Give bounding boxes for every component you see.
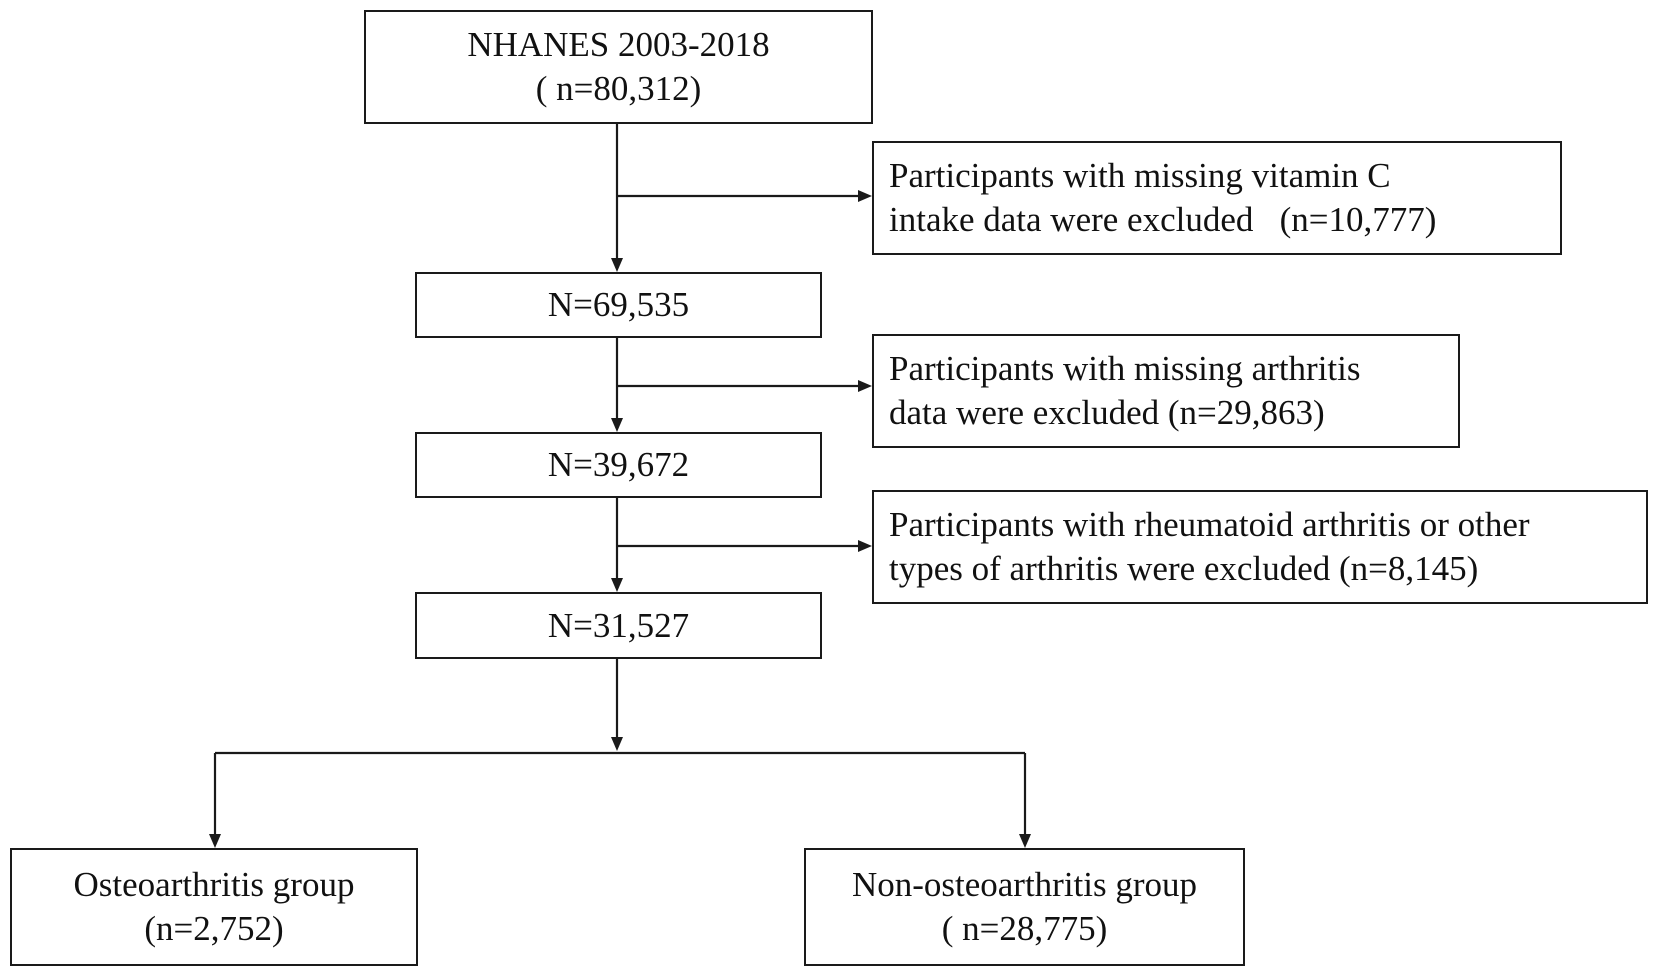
step-box-1: [415, 272, 822, 338]
group-non-oa-label: Non-osteoarthritis group: [851, 865, 1198, 904]
exclusion-2-line2: data were excluded (n=29,863): [889, 393, 1325, 432]
exclusion-1-line2: intake data were excluded (n=10,777): [889, 200, 1437, 239]
arrowhead: [1019, 834, 1031, 848]
exclusion-box-3: [872, 490, 1648, 604]
start-title: NHANES 2003-2018: [467, 25, 770, 64]
arrowhead: [611, 418, 623, 432]
group-oa-count: (n=2,752): [144, 909, 284, 948]
arrowhead: [611, 258, 623, 272]
arrowhead: [858, 190, 872, 202]
exclusion-3-line1: Participants with rheumatoid arthritis or other: [889, 505, 1530, 544]
step-box-3: [415, 592, 822, 659]
start-count: ( n=80,312): [535, 69, 702, 108]
exclusion-box-1: [872, 141, 1562, 255]
step-2-count: N=39,672: [547, 445, 690, 484]
arrowhead: [858, 540, 872, 552]
step-3-count: N=31,527: [547, 605, 690, 645]
group-oa-label: Osteoarthritis group: [73, 865, 355, 904]
arrowhead: [858, 380, 872, 392]
group-oa-box: [10, 848, 418, 966]
exclusion-3-line2: types of arthritis were excluded (n=8,145): [889, 549, 1479, 588]
group-non-oa-box: [804, 848, 1245, 966]
step-1-count: N=69,535: [547, 285, 690, 324]
start-box: [364, 10, 873, 124]
step-box-2: [415, 432, 822, 498]
group-non-oa-count: ( n=28,775): [941, 909, 1108, 948]
arrowhead: [209, 834, 221, 848]
exclusion-1-line1: Participants with missing vitamin C: [889, 156, 1391, 195]
exclusion-box-2: [872, 334, 1460, 448]
arrowhead: [611, 737, 623, 751]
exclusion-2-line1: Participants with missing arthritis: [889, 349, 1361, 388]
arrowhead: [611, 578, 623, 592]
